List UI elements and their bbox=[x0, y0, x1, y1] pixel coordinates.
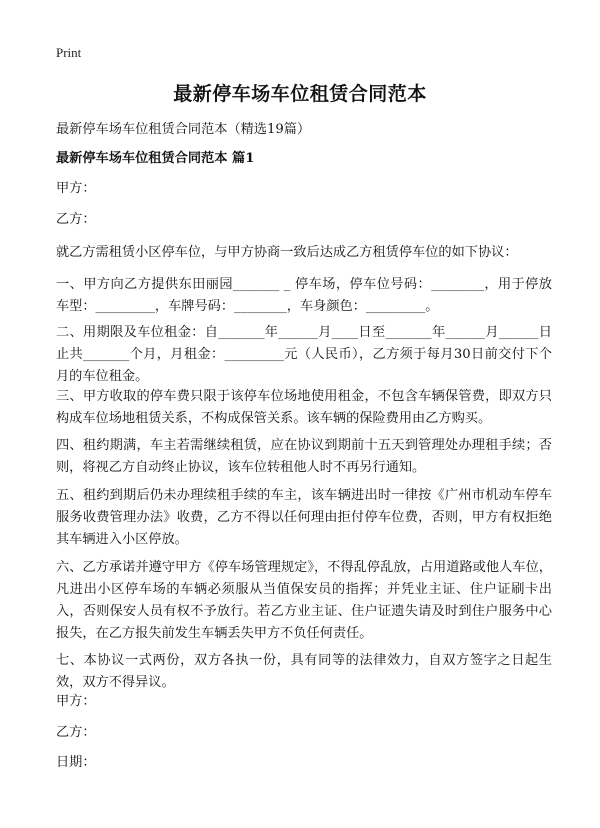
document-subtitle: 最新停车场车位租赁合同范本（精选19篇） bbox=[56, 122, 311, 137]
clause-4: 四、租约期满，车主若需继续租赁，应在协议到期前十五天到管理处办理租手续；否则，将视乙方自动终止协议，该车位转租他人时不再另行通知。 bbox=[56, 438, 552, 475]
document-title: 最新停车场车位租赁合同范本 bbox=[173, 83, 427, 105]
clause-6: 六、乙方承诺并遵守甲方《停车场管理规定》，不得乱停乱放，占用道路或他人车位，凡进出小区停车场的车辆必须服从当值保安员的指挥；并凭业主证、住户证刷卡出入，否则保安人员有权不予放行。若乙方业主证、住户证遗失请及时到住户服务中心报失，在乙方报失前发生车辆丢失甲方不负任何责任。 bbox=[56, 560, 552, 641]
clause-7: 七、本协议一式两份，双方各执一份，具有同等的法律效力，自双方签字之日起生效，双方不得异议。 bbox=[56, 653, 552, 690]
section-heading: 最新停车场车位租赁合同范本 篇1 bbox=[56, 151, 255, 166]
sign-party-a: 甲方： bbox=[56, 694, 96, 709]
print-link[interactable]: Print bbox=[56, 45, 82, 60]
clause-1: 一、甲方向乙方提供东田丽园_______ _ 停车场，停车位号码：________，用于停放车型：_________，车牌号码：________，车身颜色：_________。 bbox=[56, 277, 552, 314]
sign-party-b: 乙方： bbox=[56, 725, 96, 740]
intro-paragraph: 就乙方需租赁小区停车位，与甲方协商一致后达成乙方租赁停车位的如下协议： bbox=[56, 245, 518, 260]
sign-date: 日期： bbox=[56, 755, 96, 770]
clause-5: 五、租约到期后仍未办理续租手续的车主，该车辆进出时一律按《广州市机动车停车服务收费管理办法》收费，乙方不得以任何理由拒付停车位费，否则，甲方有权拒绝其车辆进入小区停放。 bbox=[56, 488, 552, 547]
party-b-label: 乙方： bbox=[56, 212, 96, 227]
clause-2: 二、用期限及车位租金：自_______年______月____日至_______年______月______日止共_______个月，月租金：_________元（人民币），乙方须于每月30日前交付下个月的车位租金。 bbox=[56, 325, 552, 384]
clause-3: 三、甲方收取的停车费只限于该停车位场地使用租金，不包含车辆保管费，即双方只构成车位场地租赁关系，不构成保管关系。该车辆的保险费用由乙方购买。 bbox=[56, 389, 552, 426]
party-a-label: 甲方： bbox=[56, 181, 96, 196]
